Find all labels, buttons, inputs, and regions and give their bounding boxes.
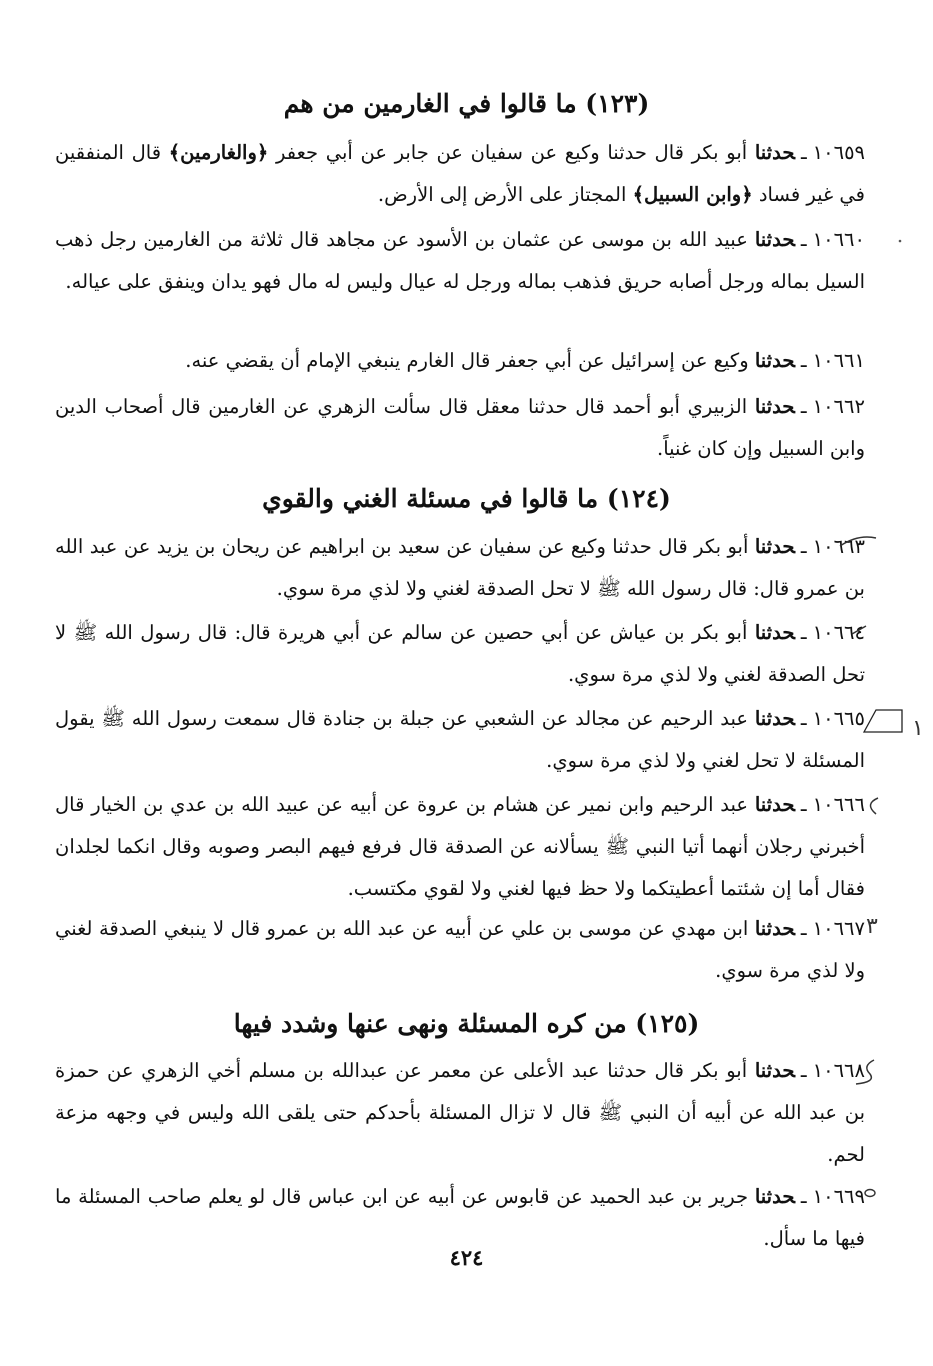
margin-mark-1: ١ — [912, 716, 924, 741]
section-heading-123: (١٢٣) ما قالوا في الغارمين من هم — [283, 89, 650, 118]
margin-scribble-mark — [838, 532, 878, 552]
hadith-entry-10662: ١٠٦٦٢ـحدثنا الزبيري أبو أحمد قال حدثنا معقل قال سألت الزهري عن الغارمين قال أصحاب الدين وابن السبيل وإن كان غنياً. — [55, 395, 865, 460]
hadith-entry-10660: ١٠٦٦٠ـحدثنا عبيد الله بن موسى عن عثمان بن الأسود عن مجاهد قال ثلاثة من الغارمين رجل ذهب السيل بماله ورجل أصابه حريق فذهب بماله ورجل له عيال وليس له مال فهو يدان وينفق على عياله. — [55, 228, 866, 293]
section-heading-124: (١٢٤) ما قالوا في مسئلة الغني والقوي — [262, 484, 671, 513]
margin-mark-3: ٣ — [866, 914, 878, 939]
hadith-entry-10661: ١٠٦٦١ـحدثنا وكيع عن إسرائيل عن أبي جعفر قال الغارم ينبغي الإمام أن يقضي عنه. — [185, 349, 865, 372]
hadith-entry-10667: ١٠٦٦٧ـحدثنا ابن مهدي عن موسى بن علي عن أبيه عن عبد الله بن عمرو قال لا ينبغي الصدقة لغني ولا لذي مرة سوي. — [55, 917, 865, 982]
margin-curl-mark — [858, 794, 884, 818]
hadith-entry-10668: ١٠٦٦٨ـحدثنا أبو بكر قال حدثنا عبد الأعلى عن معمر عن عبدالله بن مسلم أخي الزهري عن حمزة بن عبد الله عن أبيه أن النبي ﷺ قال لا تزال المسئلة بأحدكم حتى يلقى الله وليس في وجهه مزعة لحم. — [55, 1059, 865, 1166]
margin-tick-mark — [848, 620, 872, 640]
margin-dot-mark — [896, 236, 904, 246]
margin-hook-mark — [850, 1058, 884, 1088]
margin-circle-mark — [862, 1186, 878, 1200]
hadith-entry-10663: ١٠٦٦٣ـحدثنا أبو بكر قال حدثنا وكيع عن سفيان عن سعيد بن ابراهيم عن ريحان بن يزيد عن عبد الله بن عمرو قال: قال رسول الله ﷺ لا تحل الصدقة لغني ولا لذي مرة سوي. — [55, 535, 866, 600]
hadith-entry-10659: ١٠٦٥٩ـحدثنا أبو بكر قال حدثنا وكيع عن سفيان عن جابر عن أبي جعفر ﴿والغارمين﴾ قال المنفقين في غير فساد ﴿وابن السبيل﴾ المجتاز على الأرض إلى الأرض. — [55, 141, 866, 206]
page-number: ٤٢٤ — [449, 1245, 484, 1270]
hadith-entry-10664: ١٠٦٦٤ـحدثنا أبو بكر بن عياش عن أبي حصين عن سالم عن أبي هريرة قال: قال رسول الله ﷺ لا تحل الصدقة لغني ولا لذي مرة سوي. — [55, 621, 865, 686]
margin-box-drawing — [862, 706, 904, 734]
hadith-entry-10666: ١٠٦٦٦ـحدثنا عبد الرحيم وابن نمير عن هشام بن عروة عن أبيه عن عبيد الله بن عدي بن الخيار قال أخبرني رجلان أنهما أتيا النبي ﷺ يسألانه عن الصدقة قال فرفع فيهم البصر وصوبه وقال انكما لجلدان فقال أما إن شئتما أعطيتكما ولا حظ فيها لغني ولا لقوي مكتسب. — [55, 793, 865, 900]
hadith-entry-10669: ١٠٦٦٩ـحدثنا جرير بن عبد الحميد عن قابوس عن أبيه عن ابن عباس قال لو يعلم صاحب المسئلة ما فيها ما سأل. — [55, 1185, 865, 1250]
section-heading-125: (١٢٥) من كره المسئلة ونهى عنها وشدد فيها — [233, 1009, 700, 1038]
hadith-entry-10665: ١٠٦٦٥ـحدثنا عبد الرحيم عن مجالد عن الشعبي عن جبلة بن جنادة قال سمعت رسول الله ﷺ يقول المسئلة لا تحل لغني ولا لذي مرة سوي. — [55, 707, 866, 772]
